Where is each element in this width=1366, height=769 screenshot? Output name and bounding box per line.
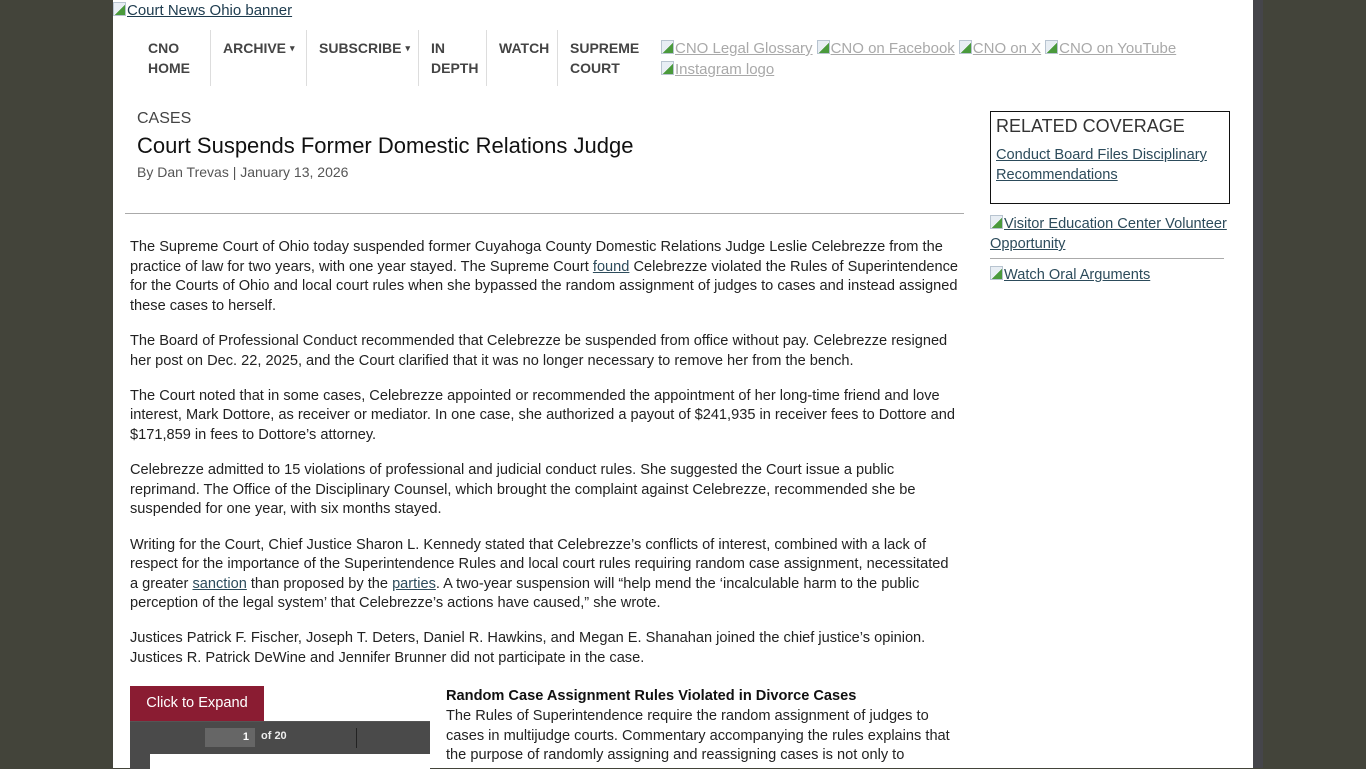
link-text: CNO on X <box>972 40 1042 57</box>
social-links <box>661 38 1221 80</box>
nav-archive[interactable] <box>211 30 307 86</box>
viewer-sidebar <box>130 754 150 769</box>
nav-subscribe[interactable] <box>307 30 419 86</box>
article-category: CASES <box>137 110 192 127</box>
paragraph <box>130 238 960 316</box>
visitor-center-promo <box>990 214 1230 254</box>
nav-label: WATCH <box>499 40 550 56</box>
broken-image-icon <box>990 215 1003 229</box>
text: . A two-year suspension will “help mend the ‘incalculable harm to the public perception of the legal system’ that Celebrezze’s actions have caused,” she wrote. <box>130 575 920 612</box>
nav-label: SUPREME COURT <box>570 40 640 76</box>
facebook-link[interactable] <box>817 40 955 57</box>
paragraph: The Court noted that in some cases, Celebrezze appointed or recommended the appointment of her long-time friend and love interest, Mark Dottore, as receiver or mediator. In one case, she authorized a payout of $241,935 in receiver fees to Dottore and $171,859 in fees to Dottore’s attorney. <box>130 387 956 443</box>
paragraph: Justices Patrick F. Fischer, Joseph T. Deters, Daniel R. Hawkins, and Megan E. Shanahan joined the chief justice’s opinion. Justices R. Patrick DeWine and Jennifer Brunner did not participate in the case. <box>130 630 926 667</box>
sidebar <box>990 111 1230 285</box>
link-text: CNO on Facebook <box>830 40 955 57</box>
broken-image-icon <box>661 40 674 54</box>
page-number-input[interactable]: 1 <box>205 728 255 747</box>
visitor-center-link[interactable] <box>990 216 1227 252</box>
viewer-page-area[interactable] <box>130 754 430 769</box>
oral-arguments-promo <box>990 265 1230 285</box>
link-text: Watch Oral Arguments <box>1004 267 1151 283</box>
main-nav <box>113 30 652 86</box>
caret-down-icon: ▾ <box>290 43 295 53</box>
nav-label: SUBSCRIBE <box>319 40 402 56</box>
instagram-link[interactable] <box>661 61 774 78</box>
paragraph: Celebrezze admitted to 15 violations of professional and judicial conduct rules. She suggested the Court issue a public reprimand. The Office of the Disciplinary Counsel, which brought the complaint against Celebrezze, recommended she be suspended for one year, with six months stayed. <box>130 462 916 518</box>
article-body <box>130 238 960 684</box>
broken-image-icon <box>817 40 830 54</box>
found-link[interactable]: found <box>592 258 630 275</box>
page-container <box>113 0 1253 768</box>
divider <box>990 258 1224 259</box>
nav-label: IN DEPTH <box>431 40 479 76</box>
broken-image-icon <box>661 61 674 75</box>
broken-image-icon <box>959 40 972 54</box>
x-link[interactable] <box>959 40 1041 57</box>
link-text: Instagram logo <box>675 61 775 78</box>
inset-text: The Rules of Superintendence require the random assignment of judges to cases in multijudge courts. Commentary accompanying the rules explains that the purpose of randomly assigning and reassigning cases is not only to <box>446 708 950 764</box>
broken-image-icon <box>990 266 1003 280</box>
link-text: CNO on YouTube <box>1059 40 1177 57</box>
text: Writing for the Court, Chief Justice Sharon L. Kennedy stated that Celebrezze’s conflicts of interest, combined with a lack of respect for the importance of the Superintendence Rules and local court rules requiring random case assignment, necessitated a greater <box>130 536 949 592</box>
page-edge-shadow <box>1253 0 1263 768</box>
nav-watch[interactable] <box>487 30 558 86</box>
broken-image-icon <box>1045 40 1058 54</box>
paragraph: The Board of Professional Conduct recommended that Celebrezze be suspended from office without pay. Celebrezze resigned her post on Dec. 22, 2025, and the Court clarified that it was no longer necessary to remove her from the bench. <box>130 332 948 369</box>
link-text: Visitor Education Center Volunteer Opportunity <box>990 216 1227 252</box>
youtube-link[interactable] <box>1045 40 1176 57</box>
paragraph <box>130 536 960 614</box>
document-viewer <box>130 721 430 768</box>
watch-oral-arguments-link[interactable] <box>990 267 1150 283</box>
related-coverage-box <box>990 111 1230 204</box>
banner-link[interactable] <box>113 2 292 19</box>
site-banner[interactable] <box>113 2 292 19</box>
related-article-link[interactable]: Conduct Board Files Disciplinary Recommendations <box>996 147 1207 183</box>
legal-glossary-link[interactable] <box>661 40 813 57</box>
divider <box>125 213 964 214</box>
nav-label: ARCHIVE <box>223 40 287 56</box>
nav-supreme-court[interactable] <box>558 30 652 86</box>
sanction-link[interactable]: sanction <box>192 575 247 592</box>
viewer-toolbar <box>130 721 430 754</box>
page-count: of 20 <box>261 730 287 742</box>
caret-down-icon: ▾ <box>405 43 410 53</box>
parties-link[interactable]: parties <box>392 575 436 592</box>
article-byline: By Dan Trevas | January 13, 2026 <box>137 164 349 180</box>
text: than proposed by the <box>246 575 393 592</box>
broken-image-icon <box>113 2 126 16</box>
link-text: CNO Legal Glossary <box>675 40 813 57</box>
text: The Supreme Court of Ohio today suspended former Cuyahoga County Domestic Relations Judge Leslie Celebrezze from the practice of law for two years, with one year stayed. The Supreme Court <box>130 239 943 275</box>
nav-in-depth[interactable] <box>419 30 487 86</box>
article-title: Court Suspends Former Domestic Relations Judge <box>137 133 634 158</box>
nav-label: CNO HOME <box>148 40 190 76</box>
banner-alt-text: Court News Ohio banner <box>127 2 293 19</box>
nav-cno-home[interactable] <box>113 30 211 86</box>
click-to-expand-button[interactable]: Click to Expand <box>130 686 264 721</box>
inset-heading: Random Case Assignment Rules Violated in Divorce Cases <box>446 688 857 704</box>
toolbar-divider <box>356 728 357 748</box>
related-coverage-title: RELATED COVERAGE <box>996 116 1185 136</box>
text: Celebrezze violated the Rules of Superintendence for the Courts of Ohio and local court rules when she bypassed the random assignment of judges to cases and instead assigned these cases to herself. <box>130 258 958 314</box>
